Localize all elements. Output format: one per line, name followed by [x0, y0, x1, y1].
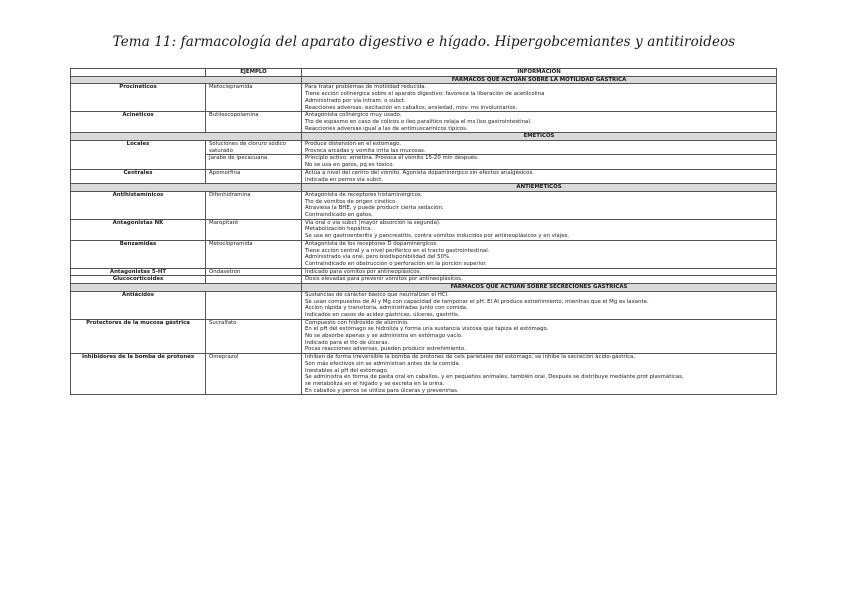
drug-group-name: Procinéticos [71, 84, 206, 112]
table-row [71, 169, 777, 183]
information-line: Indicado para vómitos por antineoplásicos. [305, 268, 422, 275]
information-line: Indicada en perros vía subct. [305, 176, 383, 183]
header-information: INFORMACIÓN [302, 69, 777, 77]
table-row [71, 191, 777, 219]
drug-group-name: Acinéticos [71, 112, 206, 133]
information-cell [302, 240, 777, 268]
table-row [71, 240, 777, 268]
information-line: Inhiben de forma irreversible la bomba de protones de cels parietales del estómago, se inhibe la secreción ácido-gástrica. [305, 354, 636, 361]
section-row [71, 184, 777, 192]
table-row [71, 219, 777, 240]
information-line: Se usan compuestos de Al y Mg con capacidad de tamponar el pH. El Al produce estreñimiento, mientras que el Mg es laxante. [305, 298, 649, 305]
header-group [71, 69, 206, 77]
table-row [71, 84, 777, 112]
example-drug: Apomorfina [206, 169, 302, 183]
example-drug: Ondasetron [206, 268, 302, 276]
section-title: ANTIEMÉTICOS [302, 184, 777, 192]
information-line: Tto de vómitos de origen cinético. [305, 198, 398, 205]
section-spacer [71, 133, 302, 141]
information-line: Administrado vía oral, pero biodisponibilidad del 50% [305, 254, 450, 261]
section-spacer [71, 284, 302, 292]
section-spacer [71, 76, 302, 84]
drug-group-name: Locales [71, 141, 206, 170]
information-cell [302, 219, 777, 240]
example-drug: Maropitant [206, 219, 302, 240]
example-drug: Metoclopramida [206, 84, 302, 112]
information-line: Sustancias de carácter básico que neutralizan el HCl. [305, 291, 449, 298]
table-row [71, 276, 777, 284]
page-title: Tema 11: farmacología del aparato digestivo e hígado. Hipergobcemiantes y antitiroideos [112, 34, 736, 50]
drug-group-name: Antagonistas NK [71, 219, 206, 240]
drug-group-name: Inhibidores de la bomba de protones [71, 354, 206, 395]
table-row [71, 319, 777, 354]
information-line: Administrado por vía intram. o subct. [305, 97, 406, 104]
section-title: EMÉTICOS [302, 133, 777, 141]
example-drug: Butilescopolamina [206, 112, 302, 133]
information-line: Indicados en casos de acidez gástricas, úlceras, gastritis. [305, 311, 460, 318]
information-cell [302, 141, 777, 155]
example-drug: Jarabe de ipecacuana [206, 155, 302, 169]
information-line: Son más efectivos sin se administran antes de la comida. [305, 360, 461, 367]
information-line: Reacciones adversas: excitación en caballos, ansiedad, mov. ms involuntarios. [305, 104, 518, 111]
information-line: Vía oral o vía subct (mayor absorción la segunda). [305, 219, 441, 226]
information-line: Reacciones adversas igual a las de antimuscarínicos típicos. [305, 125, 468, 132]
table-row [71, 354, 777, 395]
header-example: EJEMPLO [206, 69, 302, 77]
pharmacology-table [70, 68, 777, 395]
information-cell [302, 319, 777, 354]
information-line: Dosis elevadas para prevenir vómitos por antineoplásicos. [305, 276, 463, 283]
example-drug: Sucralfato [206, 319, 302, 354]
information-line: Antagonista de los receptores D dopaminérgicos. [305, 240, 438, 247]
drug-group-name: Antiácidos [71, 291, 206, 319]
information-line: Compuesto con hidróxido de aluminio. [305, 319, 409, 326]
information-cell [302, 169, 777, 183]
information-line: Atraviesa la BHE, y puede producir cierta sedación. [305, 205, 444, 212]
example-drug: Omeprazol [206, 354, 302, 395]
drug-group-name: Protectores de la mucosa gástrica [71, 319, 206, 354]
information-line: Principio activo: emetina. Provoca el vómito 15-20 min después. [305, 155, 479, 162]
information-line: Tiene acción colinérgica sobre el aparato digestivo; favorece la liberación de acetilcolina [305, 91, 545, 98]
information-cell [302, 268, 777, 276]
example-drug: Metoclopramida [206, 240, 302, 268]
information-line: Produce distensión en el estómago. [305, 141, 402, 148]
information-line: Se usa en gastroenteritis y pancreatitis, contra vómitos inducidos por antineoplásicos y en viajes. [305, 233, 570, 240]
information-line: Antagonista de receptores histaminérgicos. [305, 191, 423, 198]
information-cell [302, 354, 777, 395]
table-body [71, 76, 777, 395]
information-cell [302, 291, 777, 319]
information-cell [302, 155, 777, 169]
information-line: Contraindicado en obstrucción o perforación en la porción superior. [305, 260, 487, 267]
table-row [71, 141, 777, 155]
information-line: Tto de espasmo en caso de cólicos o íleo paralítico relaja el ms liso gastrointestinal. [305, 118, 532, 125]
table-row [71, 112, 777, 133]
information-cell [302, 112, 777, 133]
information-cell [302, 191, 777, 219]
information-cell [302, 276, 777, 284]
information-line: En el pH del estómago se hidroliza y forma una sustancia viscosa que tapiza el estómago. [305, 326, 549, 333]
information-line: Para tratar problemas de motilidad reducida. [305, 84, 427, 91]
table-row [71, 268, 777, 276]
information-line: Acción rápida y transitoria, administradas junto con comida. [305, 305, 468, 312]
section-spacer [71, 184, 302, 192]
information-line: Pocas reacciones adversas, pueden producir estreñimiento. [305, 346, 466, 353]
information-line: Se administra en forma de pasta oral en caballos, y en pequeños animales, también oral. Después se distribuye mediante prot plasmáticas, [305, 374, 684, 381]
information-line: No se usa en gatos, pq es tóxico. [305, 162, 395, 169]
information-line: Metabolización hepática. [305, 226, 373, 233]
information-line: Antagonista colinérgico muy usado. [305, 112, 402, 119]
information-line: se metaboliza en el hígado y se excreta en la orina. [305, 380, 445, 387]
drug-group-name: Antagonistas 5-HT [71, 268, 206, 276]
information-line: Actúa a nivel del centro del vómito. Agonista dopaminérgico sin efectos analgésicos. [305, 169, 534, 176]
information-line: Contraindicado en gatos. [305, 212, 373, 219]
section-title: FÁRMACOS QUE ACTÚAN SOBRE SECRECIONES GÁSTRICAS [302, 284, 777, 292]
table-row [71, 291, 777, 319]
information-line: Provoca arcadas y vomita irrita las mucosas. [305, 147, 426, 154]
example-drug: Difenhidramina [206, 191, 302, 219]
section-title: FÁRMACOS QUE ACTÚAN SOBRE LA MOTILIDAD GÁSTRICA [302, 76, 777, 84]
table-header-row [71, 69, 777, 77]
drug-group-name: Benzamidas [71, 240, 206, 268]
information-line: En caballos y perros se utiliza para úlceras y prevenirlas. [305, 387, 459, 394]
information-line: No se absorbe apenas y se administra en estómago vacío. [305, 333, 463, 340]
information-line: Inestables al pH del estómago. [305, 367, 389, 374]
example-drug: Soluciones de cloruro sódico saturado [206, 141, 302, 155]
drug-group-name: Glucocorticoides [71, 276, 206, 284]
section-row [71, 76, 777, 84]
section-row [71, 133, 777, 141]
drug-group-name: Antihistamínicos [71, 191, 206, 219]
example-drug [206, 291, 302, 319]
information-cell [302, 84, 777, 112]
section-row [71, 284, 777, 292]
example-drug [206, 276, 302, 284]
information-line: Indicado para el tto de úlceras. [305, 339, 390, 346]
drug-group-name: Centrales [71, 169, 206, 183]
information-line: Tiene acción central y a nivel periférico en el tracto gastrointestinal. [305, 247, 490, 254]
